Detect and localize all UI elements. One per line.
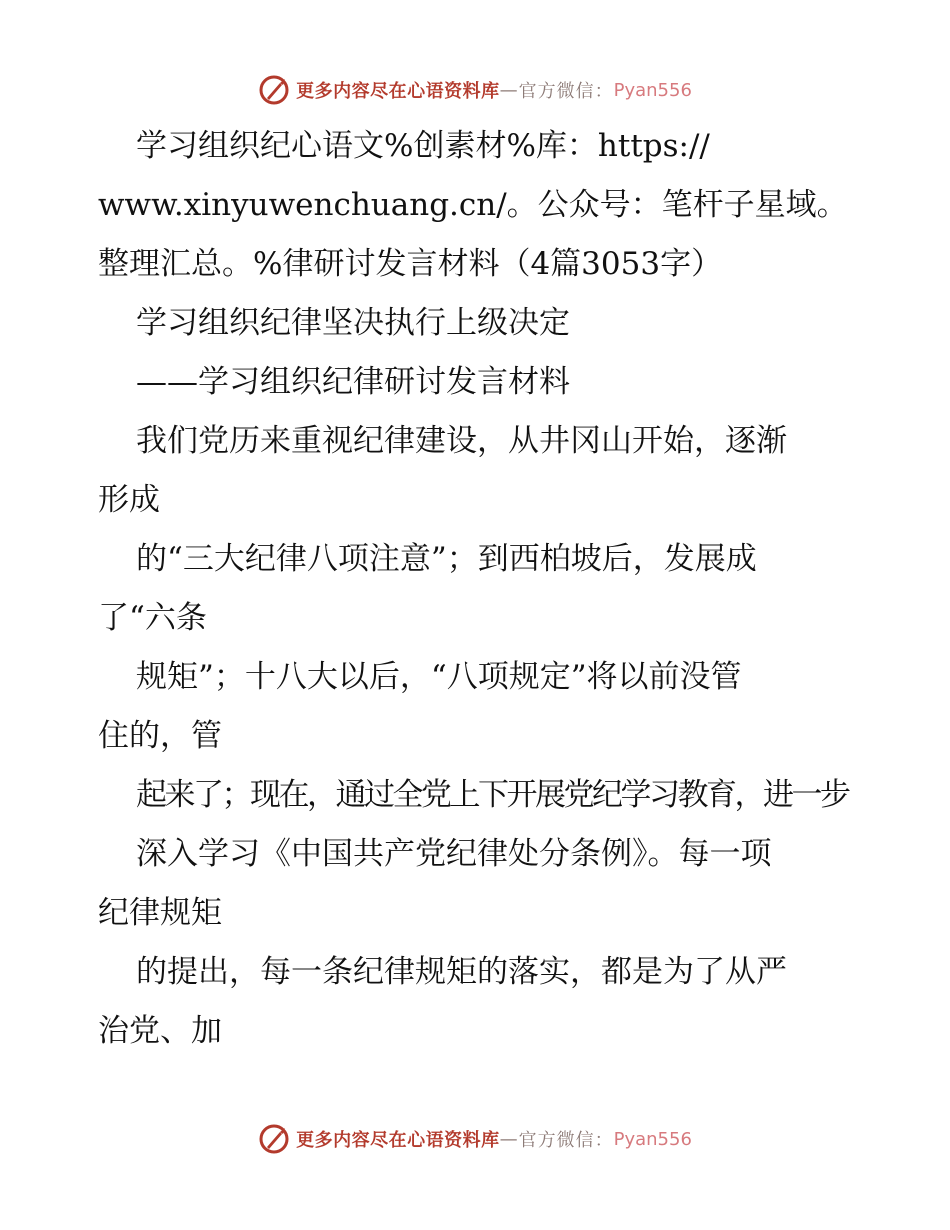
body-text (98, 117, 858, 1061)
banner-prefix: 更多内容尽在心语资料库 (296, 1130, 500, 1151)
text-line: 的提出，每一条纪律规矩的落实，都是为了从严 (136, 954, 787, 990)
quill-pen-circle-icon (258, 74, 290, 106)
text-line: 我们党历来重视纪律建设，从井冈山开始，逐渐 (136, 423, 787, 459)
banner-label: 官方微信： (518, 1130, 614, 1151)
text-line: 形成 (98, 482, 160, 518)
text-line: 的“三大纪律八项注意”；到西柏坡后，发展成 (136, 541, 757, 577)
text-line: 学习组织纪心语文%创素材%库：https:// (136, 128, 710, 164)
banner-label: 官方微信： (518, 81, 614, 102)
footer-banner (0, 1119, 950, 1159)
banner-handle: Pyan556 (613, 1128, 692, 1150)
banner-dash: — (499, 1128, 519, 1150)
text-line: 整理汇总。%律研讨发言材料（4篇3053字） (98, 246, 723, 282)
text-line: www.xinyuwenchuang.cn/。公众号：笔杆子星域。 (98, 187, 848, 223)
header-banner (0, 70, 950, 110)
text-line: 纪律规矩 (98, 895, 222, 931)
quill-pen-circle-icon (258, 1123, 290, 1155)
text-line: 起来了；现在，通过全党上下开展党纪学习教育，进一步 (136, 777, 849, 813)
text-line: 规矩”；十八大以后，“八项规定”将以前没管 (136, 659, 742, 695)
text-line: 治党、加 (98, 1013, 222, 1049)
text-line: 深入学习《中国共产党纪律处分条例》。每一项 (136, 836, 772, 872)
banner-dash: — (499, 79, 519, 101)
banner-handle: Pyan556 (613, 79, 692, 101)
text-line: 了“六条 (98, 600, 207, 636)
text-line: 住的，管 (98, 718, 222, 754)
text-line: 学习组织纪律坚决执行上级决定 (136, 305, 570, 341)
text-line: ——学习组织纪律研讨发言材料 (136, 364, 570, 400)
banner-prefix: 更多内容尽在心语资料库 (296, 81, 500, 102)
